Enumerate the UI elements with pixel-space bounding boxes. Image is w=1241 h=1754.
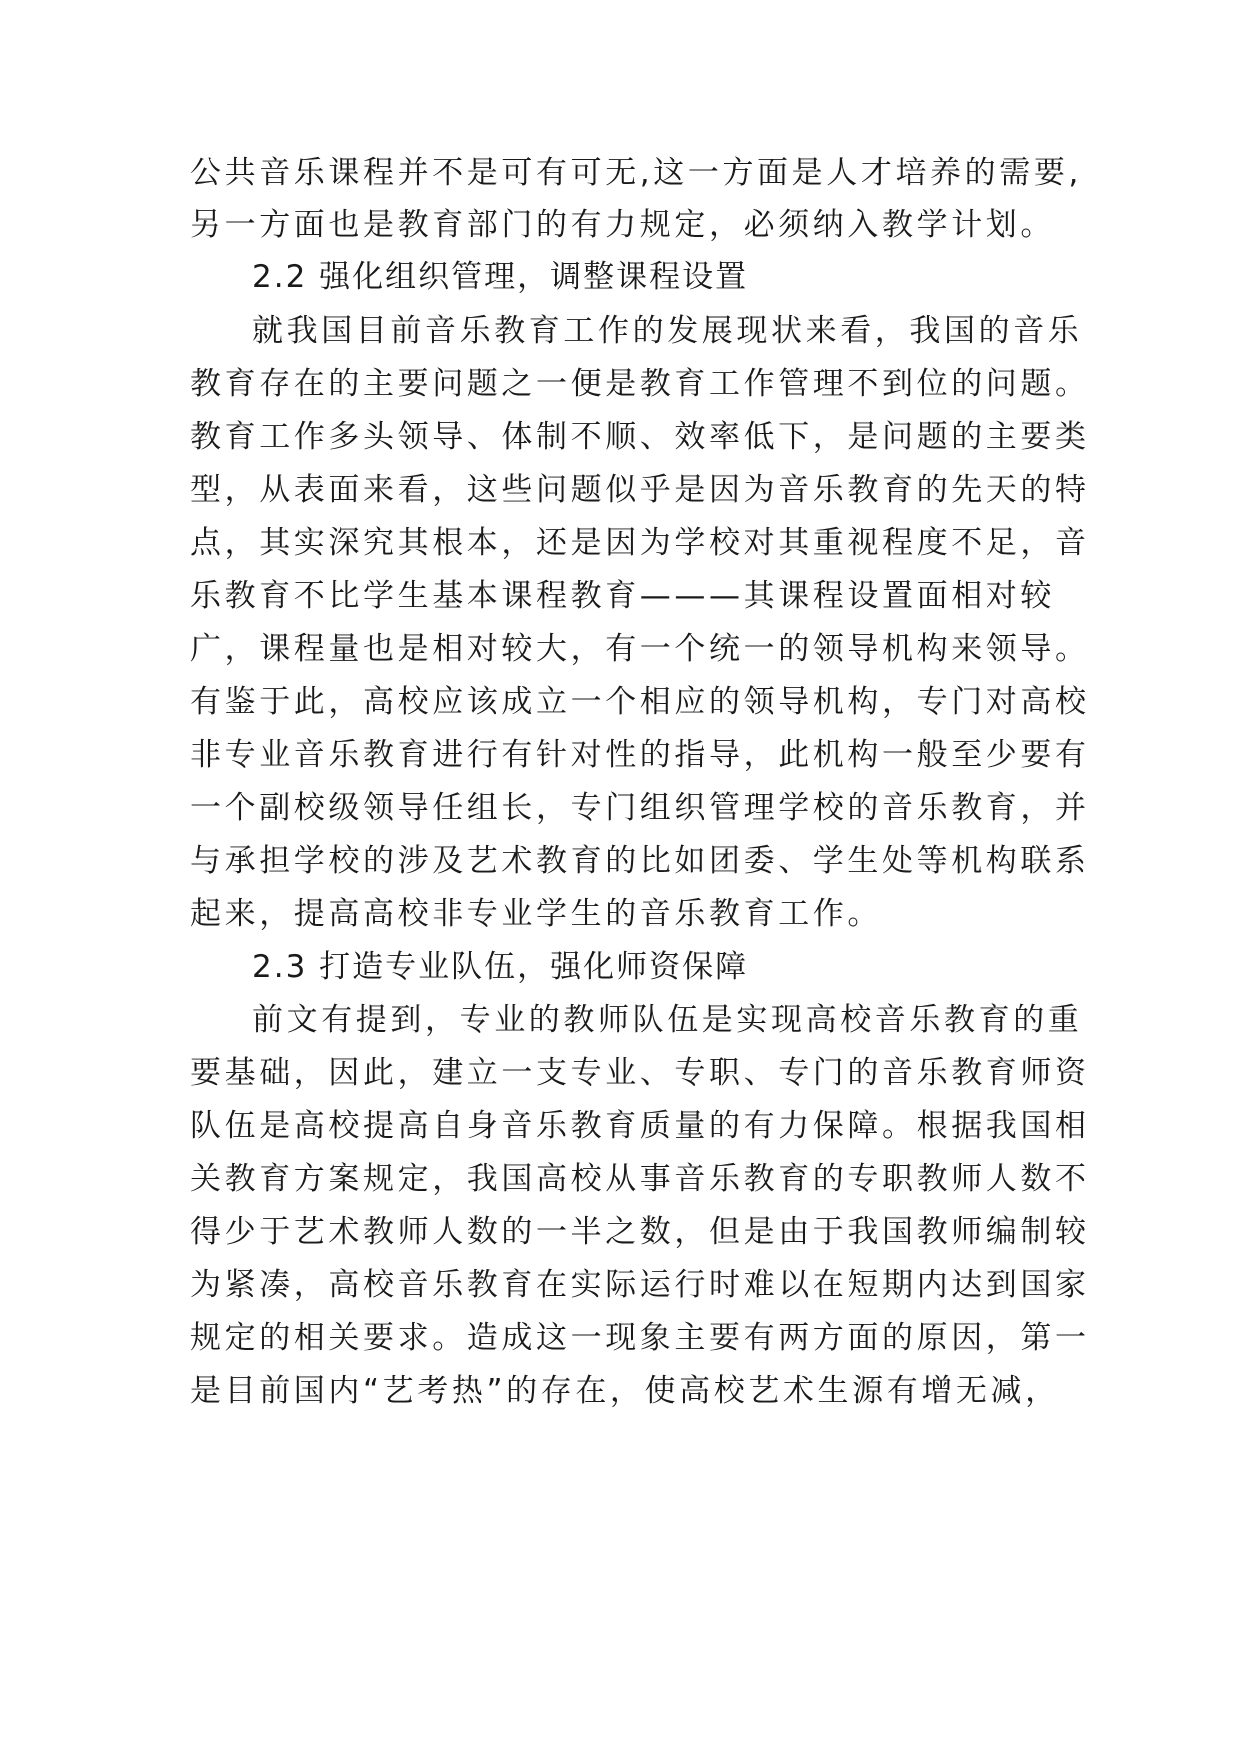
paragraph-line: 一个副校级领导任组长，专门组织管理学校的音乐教育，并 [190,790,1090,826]
paragraph-line: 规定的相关要求。造成这一现象主要有两方面的原因，第一 [190,1320,1090,1356]
paragraph-line: 是目前国内“艺考热”的存在，使高校艺术生源有增无减， [190,1373,1060,1409]
paragraph-line: 型，从表面来看，这些问题似乎是因为音乐教育的先天的特 [190,472,1090,508]
paragraph-line: 乐教育不比学生基本课程教育———其课程设置面相对较 [190,578,1055,614]
paragraph-line: 起来，提高高校非专业学生的音乐教育工作。 [190,896,882,932]
paragraph-line: 另一方面也是教育部门的有力规定，必须纳入教学计划。 [190,207,1055,243]
paragraph-line: 就我国目前音乐教育工作的发展现状来看，我国的音乐 [252,313,1083,349]
section-heading: 2.3 打造专业队伍，强化师资保障 [252,949,749,985]
section-heading: 2.2 强化组织管理，调整课程设置 [252,259,749,295]
paragraph-line: 教育存在的主要问题之一便是教育工作管理不到位的问题。 [190,366,1090,402]
paragraph-line: 教育工作多头领导、体制不顺、效率低下，是问题的主要类 [190,419,1090,455]
paragraph-line: 要基础，因此，建立一支专业、专职、专门的音乐教育师资 [190,1055,1090,1091]
paragraph-line: 队伍是高校提高自身音乐教育质量的有力保障。根据我国相 [190,1108,1090,1144]
paragraph-line: 点，其实深究其根本，还是因为学校对其重视程度不足，音 [190,525,1090,561]
paragraph-line: 为紧凑，高校音乐教育在实际运行时难以在短期内达到国家 [190,1267,1090,1303]
paragraph-line: 得少于艺术教师人数的一半之数，但是由于我国教师编制较 [190,1214,1090,1250]
paragraph-line: 与承担学校的涉及艺术教育的比如团委、学生处等机构联系 [190,843,1090,879]
paragraph-line: 前文有提到，专业的教师队伍是实现高校音乐教育的重 [252,1002,1083,1038]
paragraph-line: 关教育方案规定，我国高校从事音乐教育的专职教师人数不 [190,1161,1090,1197]
paragraph-line: 公共音乐课程并不是可有可无,这一方面是人才培养的需要, [190,155,1082,191]
paragraph-line: 广，课程量也是相对较大，有一个统一的领导机构来领导。 [190,631,1090,667]
paragraph-line: 非专业音乐教育进行有针对性的指导，此机构一般至少要有 [190,737,1090,773]
paragraph-line: 有鉴于此，高校应该成立一个相应的领导机构，专门对高校 [190,684,1090,720]
